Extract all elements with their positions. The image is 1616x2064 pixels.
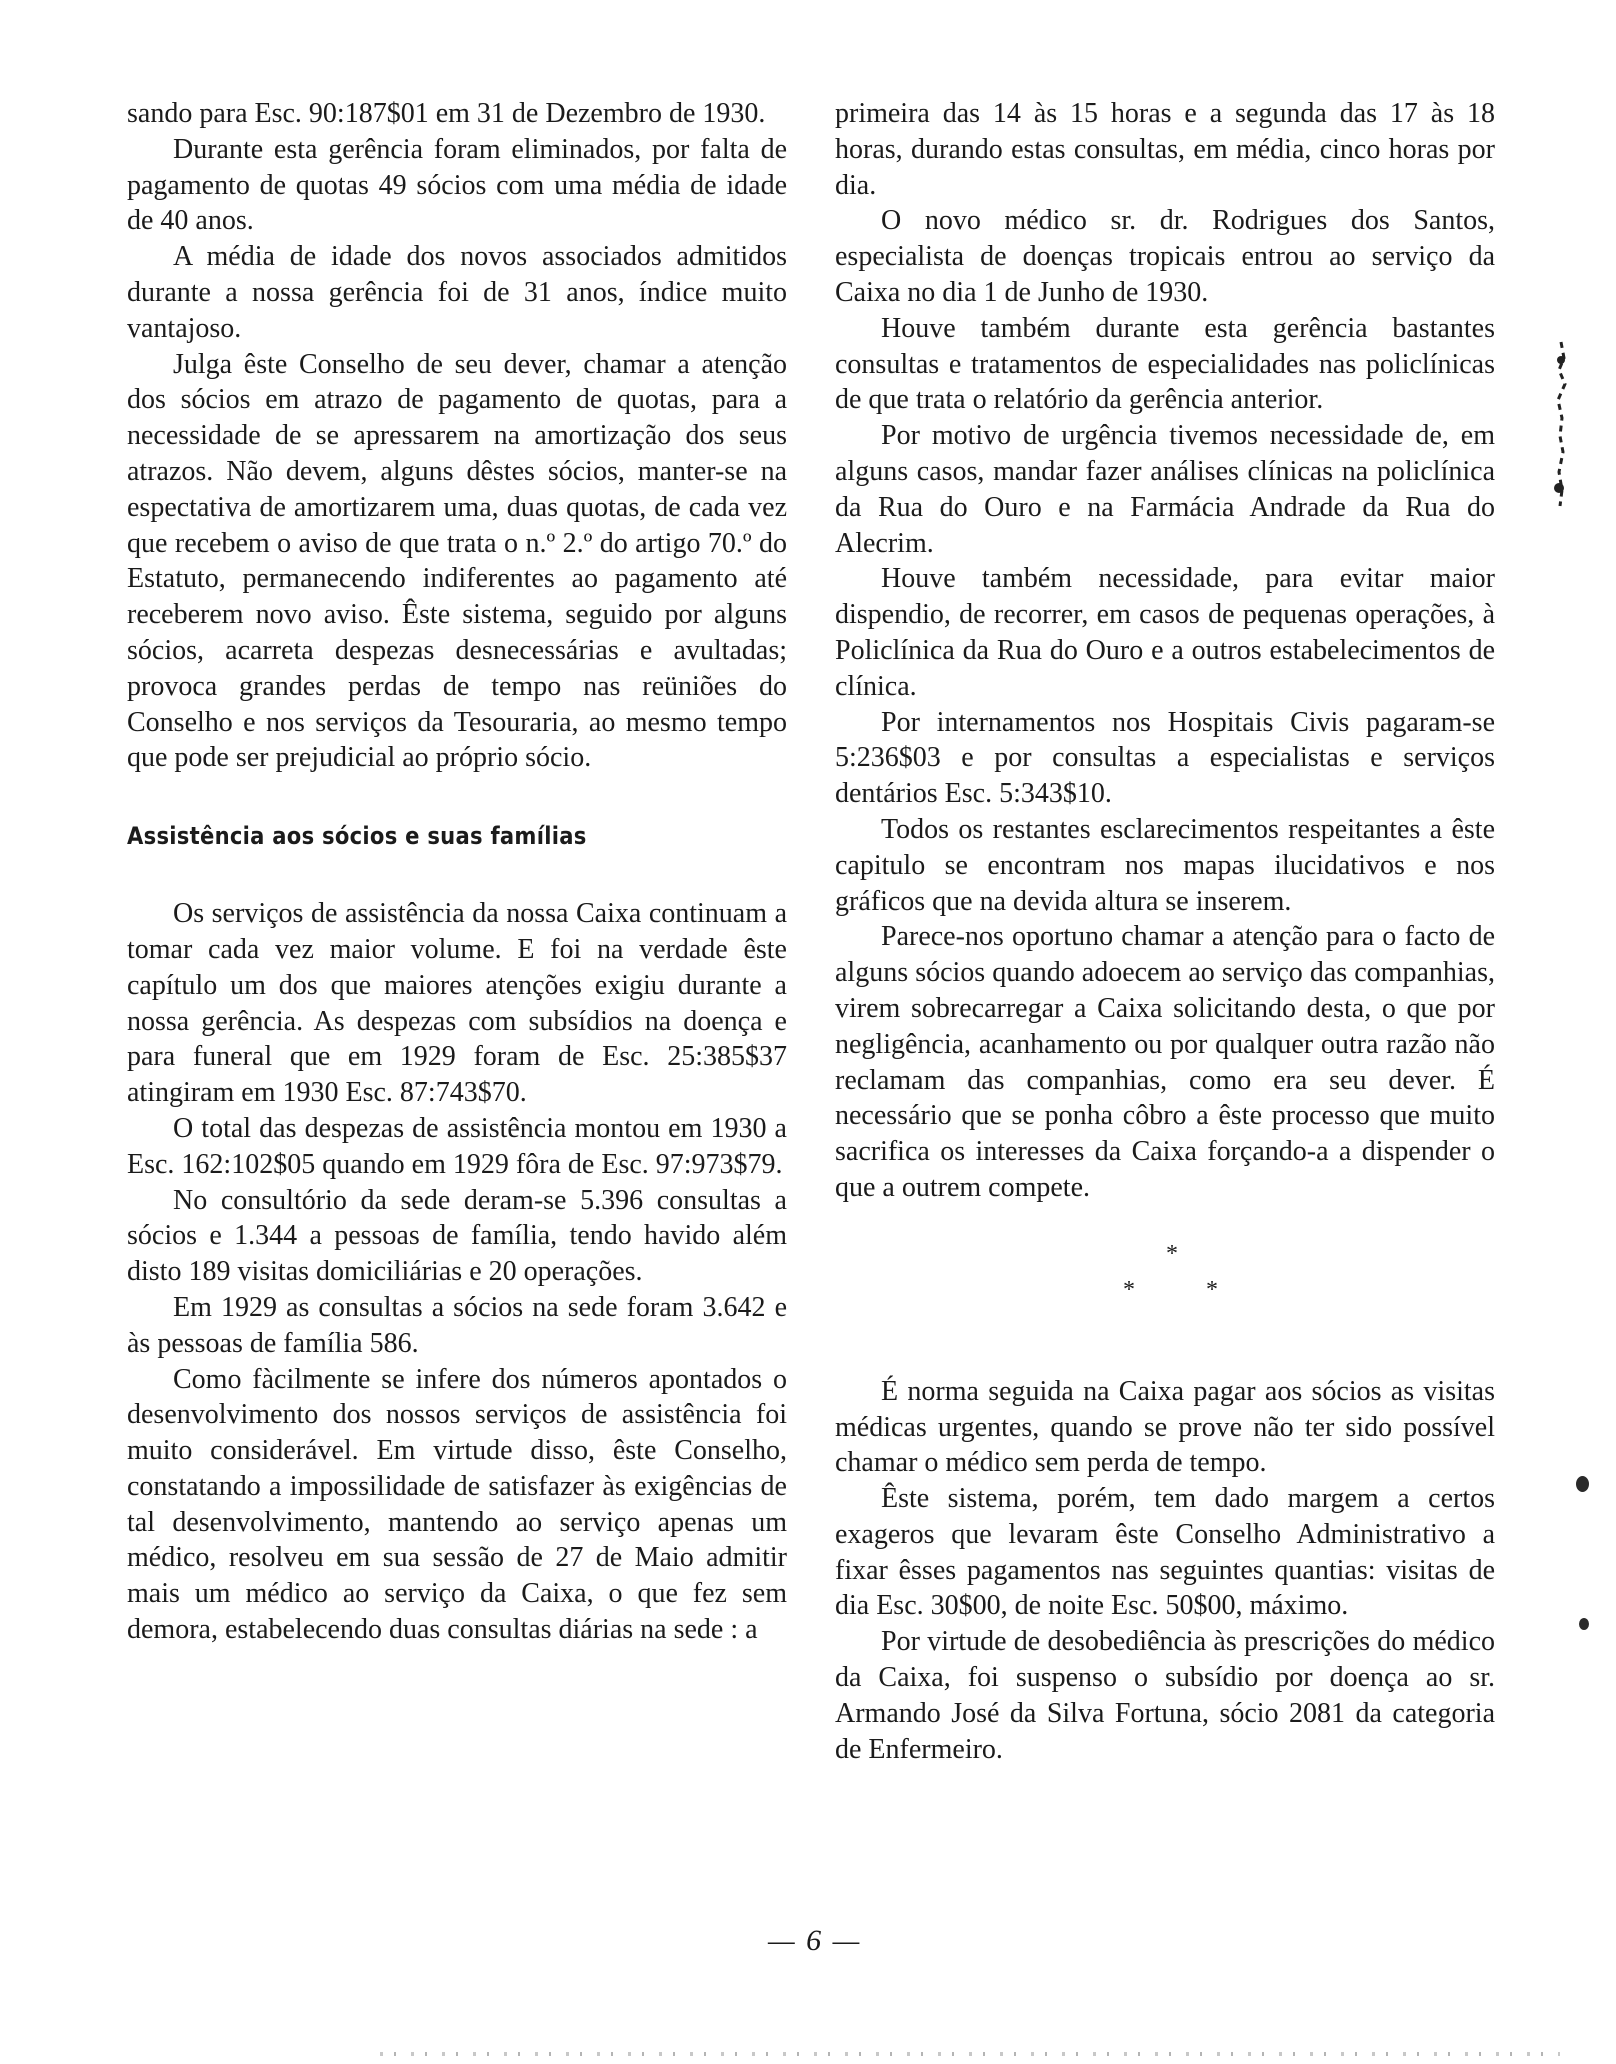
paragraph: primeira das 14 às 15 horas e a segunda das 17 às 18 horas, durando estas consultas, em média, cinco horas por dia. xyxy=(835,98,1495,201)
paragraph: No consultório da sede deram-se 5.396 consultas a sócios e 1.344 a pessoas de família, tendo havido além disto 189 visitas domiciliárias e 20 operações. xyxy=(127,1184,787,1288)
paragraph: Em 1929 as consultas a sócios na sede foram 3.642 e às pessoas de família 586. xyxy=(127,1291,787,1359)
paragraph: Por internamentos nos Hospitais Civis pagaram-se 5:236$03 e por consultas a especialistas e serviços dentários Esc. 5:343$10. xyxy=(835,706,1495,810)
paragraph: O novo médico sr. dr. Rodrigues dos Santos, especialista de doenças tropicais entrou ao serviço da Caixa no dia 1 de Junho de 1930. xyxy=(835,205,1495,308)
paragraph: sando para Esc. 90:187$01 em 31 de Dezembro de 1930. xyxy=(127,98,766,129)
scan-speck xyxy=(1579,1618,1589,1630)
paragraph: Parece-nos oportuno chamar a atenção para o facto de alguns sócios quando adoecem ao serviço das companhias, virem sobrecarregar a Caixa solicitando desta, o que por negligência, acanhamento ou por qualquer outra razão não reclamam das companhias, como era seu dever. É necessário que se ponha côbro a êste processo que muito sacrifica os interesses da Caixa forçando-a a dispender o que a outrem compete. xyxy=(835,921,1495,1203)
page-number: — 6 — xyxy=(768,1924,862,1957)
asterisk-ornament: * xyxy=(1206,1276,1218,1303)
paragraph: Os serviços de assistência da nossa Caixa continuam a tomar cada vez maior volume. E foi na verdade êste capítulo um dos que maiores atenções exigiu durante a nossa gerência. As despezas com subsídios na doença e para funeral que em 1929 foram de Esc. 25:385$37 atingiram em 1930 Esc. 87:743$70. xyxy=(127,898,787,1109)
paragraph: Houve também durante esta gerência bastantes consultas e tratamentos de especialidades nas policlínicas de que trata o relatório da gerência anterior. xyxy=(835,312,1495,416)
paragraph: Como fàcilmente se infere dos números apontados o desenvolvimento dos nossos serviços de assistência foi muito considerável. Em virtude disso, êste Conselho, constatando a impossilidade de satisfazer às exigências de tal desenvolvimento, mantendo ao serviço apenas um médico, resolveu em sua sessão de 27 de Maio admitir mais um médico ao serviço da Caixa, o que fez sem demora, estabelecendo duas consultas diárias na sede : a xyxy=(127,1363,787,1646)
asterisk-ornament: * xyxy=(1166,1240,1178,1267)
paragraph: Durante esta gerência foram eliminados, por falta de pagamento de quotas 49 sócios com uma média de idade de 40 anos. xyxy=(127,133,787,237)
section-heading: Assistência aos sócios e suas famílias xyxy=(127,822,587,851)
paragraph: É norma seguida na Caixa pagar aos sócios as visitas médicas urgentes, quando se prove não ter sido possível chamar o médico sem perda de tempo. xyxy=(835,1375,1495,1479)
scan-artifact xyxy=(1550,340,1572,510)
scan-speck xyxy=(1576,1476,1589,1492)
paragraph: Houve também necessidade, para evitar maior dispendio, de recorrer, em casos de pequenas operações, à Policlínica da Rua do Ouro e a outros estabelecimentos de clínica. xyxy=(835,563,1495,702)
paragraph: Julga êste Conselho de seu dever, chamar a atenção dos sócios em atrazo de pagamento de quotas, para a necessidade de se apressarem na amortização dos seus atrazos. Não devem, alguns dêstes sócios, manter-se na espectativa de amortizarem uma, duas quotas, de cada vez que recebem o aviso de que trata o n.º 2.º do artigo 70.º do Estatuto, permanecendo indiferentes ao pagamento até receberem novo aviso. Êste sistema, seguido por alguns sócios, acarreta despezas desnecessárias e avultadas; provoca grandes perdas de tempo nas reüniões do Conselho e nos serviços da Tesouraria, ao mesmo tempo que pode ser prejudicial ao próprio sócio. xyxy=(127,348,787,774)
paragraph: A média de idade dos novos associados admitidos durante a nossa gerência foi de 31 anos, índice muito vantajoso. xyxy=(127,241,787,344)
scan-artifact xyxy=(380,2052,1560,2056)
paragraph: O total das despezas de assistência montou em 1930 a Esc. 162:102$05 quando em 1929 fôra de Esc. 97:973$79. xyxy=(127,1112,787,1180)
section-separator xyxy=(835,1242,1495,1334)
paragraph: Êste sistema, porém, tem dado margem a certos exageros que levaram êste Conselho Administrativo a fixar êsses pagamentos nas seguintes quantias: visitas de dia Esc. 30$00, de noite Esc. 50$00, máximo. xyxy=(835,1483,1495,1622)
paragraph: Por motivo de urgência tivemos necessidade de, em alguns casos, mandar fazer análises clínicas na policlínica da Rua do Ouro e na Farmácia Andrade da Rua do Alecrim. xyxy=(835,420,1495,559)
asterisk-ornament: * xyxy=(1123,1276,1135,1303)
left-column xyxy=(127,96,787,1648)
right-column xyxy=(835,96,1495,1767)
paragraph: Todos os restantes esclarecimentos respeitantes a êste capitulo se encontram nos mapas ilucidativos e nos gráficos que na devida altura se inserem. xyxy=(835,813,1495,917)
paragraph: Por virtude de desobediência às prescrições do médico da Caixa, foi suspenso o subsídio por doença ao sr. Armando José da Silva Fortuna, sócio 2081 da categoria de Enfermeiro. xyxy=(835,1626,1495,1765)
